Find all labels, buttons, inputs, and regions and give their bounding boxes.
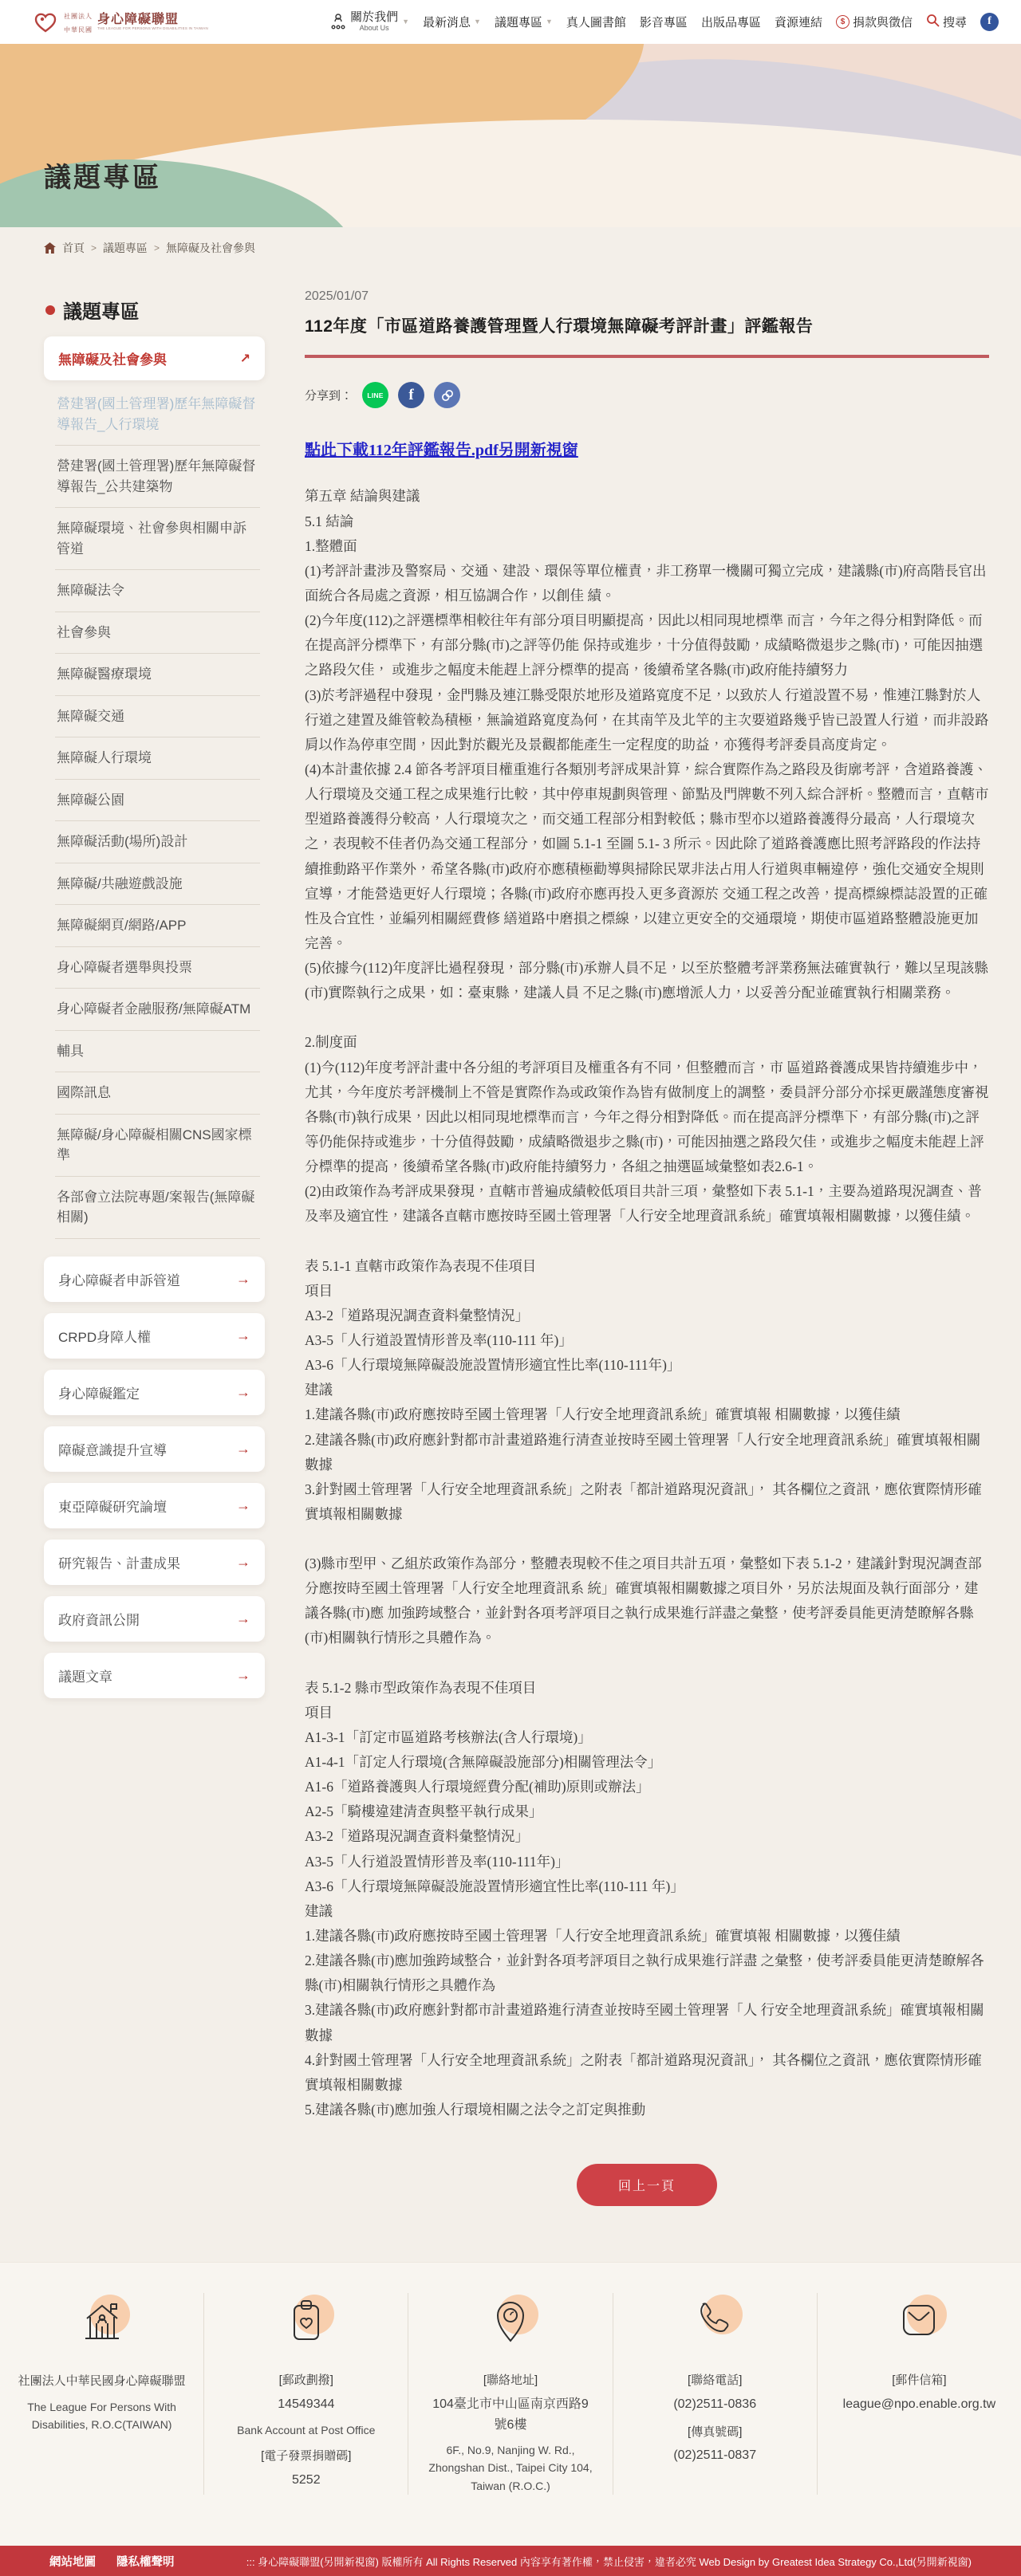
chevron-down-icon: ▼ (474, 18, 481, 26)
search-icon (926, 14, 940, 30)
sidebar-link[interactable]: 輔具 (55, 1031, 260, 1073)
home-icon (44, 242, 56, 254)
phone-icon (688, 2296, 741, 2358)
nav-item-topics[interactable]: 議題專區 ▼ (494, 15, 553, 29)
sidebar-title: 議題專區 (44, 289, 265, 336)
article-paragraph: 建議 (305, 1382, 333, 1398)
sidebar-link[interactable]: 無障礙醫療環境 (55, 654, 260, 696)
footer-org-column (0, 2293, 203, 2495)
footer-phone-column (613, 2293, 817, 2495)
arrow-right-icon: → (236, 1496, 250, 1513)
arrow-right-icon: → (236, 1270, 250, 1287)
postal-clipboard-icon (280, 2296, 333, 2358)
arrow-right-icon: → (236, 1553, 250, 1570)
article-paragraph: A3-2「道路現況調查資料彙整情況」 (305, 1828, 529, 1845)
nav-item-search[interactable]: 搜尋 (926, 14, 967, 30)
sitemap-link[interactable]: 網站地圖 (49, 2555, 96, 2569)
article-paragraph: (2)今年度(112)之評選標準相較往年有部分項目明顯提高，因此以相同現地標準 而言，今年之得分相對降低。而在提高評分標準下，有部分縣(市)之評等仍能 保持或進步，十分值得鼓勵，成績略微退步之縣(市)，可能因抽選之路段欠佳， 或進步之幅度未能趕上評分標準的提高，後續希望各縣(市)政府能持續努力 (305, 612, 984, 678)
article-paragraph: 表 5.1-1 直轄市政策作為表現不佳項目 (305, 1257, 537, 1274)
breadcrumb-current[interactable]: 無障礙及社會參與 (166, 242, 256, 254)
article-paragraph: 建議 (305, 1902, 333, 1919)
article-paragraph: (2)由政策作為考評成果發現，直轄市普遍成績較低項目共計三項，彙整如下表 5.1-1，主要為道路現況調查、普及率及適宜性，建議各直轄市應按時至國土管理署「人行安全地理資訊系統」確實填報相關數據，以獲佳績。 (305, 1183, 982, 1225)
org-heart-logo-icon (32, 9, 59, 36)
sidebar-link[interactable]: 身心障礙者選舉與投票 (55, 947, 260, 989)
footer-postal-column (203, 2293, 408, 2495)
arrow-right-icon: → (236, 1383, 250, 1400)
footer-einvoice-label: [電子發票捐贈碼] (261, 2448, 352, 2463)
article-paragraph: A1-6「道路養護與人行環境經費分配(補助)原則或辦法」 (305, 1779, 650, 1795)
sidebar-link[interactable]: 社會參與 (55, 612, 260, 655)
article-paragraph: 5.1 結論 (305, 513, 354, 529)
page-banner (0, 44, 1021, 227)
footer-email-label: [郵件信箱] (892, 2373, 947, 2388)
footer-email-column (817, 2293, 1021, 2495)
location-pin-icon (484, 2296, 537, 2358)
org-name-main: 身心障礙聯盟 (97, 12, 179, 26)
article-paragraph: 1.建議各縣(市)政府應按時至國土管理署「人行安全地理資訊系統」確實填報 相關數據，以獲佳績 (305, 1406, 901, 1423)
article-paragraph: (1)今(112)年度考評計畫中各分組的考評項目及權重各有不同，但整體而言，市 區道路養護成果皆持續進步中，尤其，今年度於考評機制上不管是實際作為或政策作為皆有做制度上的調整，委員評分部分亦採更嚴謹態度審視各縣(市)執行成果，因此以相同現地標準而言，今年之得分相對降低。而在提高評分標準下，有部分縣(市)之評等仍能保持或進步，十分值得鼓勵，成績略微退步之縣(市)，可能因抽選之路段欠佳，或進步之幅度未能趕上評分標準的提高，後續希望各縣(市)政府能持續努力，各組之抽選區域彙整如表2.6-1。 (305, 1059, 989, 1175)
article-paragraph: 3.建議各縣(市)政府應針對都市計畫道路進行清查並按時至國土管理署「人 行安全地理資訊系統」確實填報相關數據 (305, 2002, 984, 2043)
article-paragraph: A1-3-1「訂定市區道路考核辦法(含人行環境)」 (305, 1728, 592, 1745)
footer-address-zh: 104臺北市中山區南京西路9號6樓 (432, 2397, 589, 2432)
nav-item-publications[interactable]: 出版品專區 (700, 15, 761, 29)
facebook-icon[interactable]: f (980, 13, 999, 31)
site-logo[interactable] (32, 9, 208, 36)
article-paragraph: (1)考評計畫涉及警察局、交通、建設、環保等單位權責，非工務單一機關可獨立完成，建議縣(市)府高階長官出面統合各局處之資源，相互協調合作，以創佳 績。 (305, 562, 987, 604)
article-paragraph: (3)縣市型甲、乙組於政策作為部分，整體表現較不佳之項目共計五項，彙整如下表 5.1-2，建議針對現況調查部分應按時至國土管理署「人行安全地理資訊系 統」確實填報相關數據之項目外，另於法規面及執行面部分，建議各縣(市)應 加強跨域整合，並針對各項考評項目之執行成果進行詳盡之彙整，使考評委員能更清楚瞭解各縣(市)相關執行情形之具體作為。 (305, 1555, 982, 1646)
article-paragraph: 3.針對國土管理署「人行安全地理資訊系統」之附表「都計道路現況資訊」， 其各欄位之資訊，應依實際情形確實填報相關數據 (305, 1481, 982, 1522)
footer-address-column (408, 2293, 612, 2495)
facebook-share-icon[interactable]: f (398, 382, 424, 408)
footer-org-name-en: The League For Persons With Disabilities, R.O.C(TAIWAN) (27, 2400, 176, 2432)
chevron-down-icon: ▼ (402, 18, 410, 26)
nav-item-news[interactable]: 最新消息 ▼ (423, 15, 481, 29)
arrow-up-right-icon: ↗ (239, 352, 250, 366)
article-paragraph: 2.制度面 (305, 1034, 357, 1051)
site-header (0, 0, 1021, 44)
sidebar-button[interactable]: 身心障礙鑑定 → (44, 1370, 265, 1415)
article-paragraph (305, 1229, 989, 1254)
red-dot-icon (45, 305, 55, 315)
nav-item-about[interactable]: 關於我們 About Us ▼ (330, 11, 409, 32)
page-title: 議題專區 (44, 163, 162, 193)
breadcrumb-separator: > (91, 242, 97, 254)
sidebar-button[interactable]: 研究報告、計畫成果 → (44, 1540, 265, 1585)
article-paragraph: 2.建議各縣(市)政府應針對都市計畫道路進行清查並按時至國土管理署「人行安全地理資訊系統」確實填報相關數據 (305, 1431, 981, 1473)
red-divider (305, 355, 989, 358)
donate-dollar-icon: $ (836, 15, 850, 29)
arrow-right-icon: → (236, 1440, 250, 1457)
house-icon (76, 2296, 128, 2358)
footer-address-label: [聯絡地址] (483, 2373, 538, 2388)
footer-org-name-zh: 社團法人中華民國身心障礙聯盟 (18, 2374, 186, 2389)
sidebar-link[interactable]: 國際訊息 (55, 1072, 260, 1115)
article-paragraph (305, 1651, 989, 1676)
sidebar-link[interactable]: 各部會立法院專題/案報告(無障礙相關) (55, 1177, 260, 1239)
chevron-down-icon: ▼ (545, 18, 553, 26)
nav-item-resources[interactable]: 資源連結 (774, 15, 822, 29)
sidebar-button[interactable]: CRPD身障人權 → (44, 1313, 265, 1359)
privacy-link[interactable]: 隱私權聲明 (116, 2555, 175, 2569)
arrow-right-icon: → (236, 1610, 250, 1626)
article-paragraph: (5)依據今(112)年度評比過程發現，部分縣(市)承辦人員不足，以至於整體考評業務無法確實執行，難以呈現該縣(市)實際執行之成果，如：臺東縣，建議人員 不足之縣(市)應增派人力，以妥善分配並確實執行相關業務。 (305, 960, 988, 1001)
sidebar-link[interactable]: 無障礙公園 (55, 780, 260, 822)
article-paragraph: 1.整體面 (305, 537, 357, 554)
article-date: 2025/01/07 (305, 289, 369, 303)
article-paragraph: 項目 (305, 1704, 333, 1721)
article-paragraph: 2.建議各縣(市)應加強跨域整合，並針對各項考評項目之執行成果進行詳盡 之彙整，使考評委員能更清楚瞭解各縣(市)相關執行情形之具體作為 (305, 1953, 984, 1994)
back-button[interactable]: 回上一頁 (577, 2164, 717, 2206)
sidebar-button[interactable]: 東亞障礙研究論壇 → (44, 1483, 265, 1528)
sidebar-link[interactable]: 無障礙網頁/網路/APP (55, 905, 260, 947)
sidebar-link[interactable]: 無障礙/身心障礙相關CNS國家標準 (55, 1115, 260, 1177)
breadcrumb-home[interactable]: 首頁 (62, 242, 85, 254)
article-paragraph: A3-6「人行環境無障礙設施設置情形適宜性比率(110-111年)」 (305, 1357, 681, 1374)
article-body (305, 484, 989, 2122)
sidebar-active-item[interactable]: 無障礙及社會參與 ↗ (44, 336, 265, 380)
article-paragraph: 第五章 結論與建議 (305, 488, 420, 505)
sidebar-button[interactable]: 身心障礙者申訴管道 → (44, 1257, 265, 1302)
share-row (305, 382, 989, 408)
pdf-download-link[interactable]: 點此下載112年評鑑報告.pdf另開新視窗 (305, 442, 578, 460)
footer-fax-number: (02)2511-0837 (673, 2448, 757, 2463)
footer-postal-number: 14549344 (278, 2397, 335, 2411)
article-main (305, 289, 989, 2262)
sidebar-link[interactable]: 無障礙活動(場所)設計 (55, 821, 260, 863)
copyright-text: ::: 身心障礙聯盟(另開新視窗) 版權所有 All Rights Reserved 內容享有著作權，禁止侵害，違者必究 Web Design by Greatest Idea Strategy Co.,Ltd(另開新視窗) (246, 2555, 972, 2568)
article-paragraph: 表 5.1-2 縣市型政策作為表現不佳項目 (305, 1679, 537, 1696)
article-paragraph: 項目 (305, 1282, 333, 1299)
arrow-right-icon: → (236, 1666, 250, 1683)
article-paragraph: (4)本計畫依據 2.4 節各考評項目權重進行各類別考評成果計算，綜合實際作為之路段及街廓考評，含道路養護、人行環境及交通工程之成果進行比較，其中停車規劃與管理、節點及門牌數不列入綜合評析。整體而言，直轄市型道路養護得分較高，人行環境次之，而交通工程部分相對較低；縣市型亦以道路養護得分最高，人行環境次之，表現較不佳者仍為交通工程部分，如圖 5.1-1 至圖 5.1- 3 所示。因此除了道路養護應比照考評路段的作法持續推動路平作業外，希望各縣(市)政府亦應積極勸導與掃除民眾非法占用人行道與車輛違停，強化交通安全規則宣導，才能營造更好人行環境；各縣(市)政府亦應再投入更多資源於 交通工程之改善，提高標線標誌設置的正確性及合宜性，並編列相關經費修 繕道路中磨損之標線，以建立更安全的交通環境，期使市區道路整體設施更加完善。 (305, 761, 989, 951)
sidebar-link[interactable]: 無障礙環境、社會參與相關申訴管道 (55, 508, 260, 570)
sidebar-button[interactable]: 障礙意識提升宣導 → (44, 1426, 265, 1472)
arrow-right-icon: → (236, 1327, 250, 1343)
people-icon (330, 13, 346, 30)
sidebar-link[interactable]: 無障礙人行環境 (55, 737, 260, 780)
sidebar-link[interactable]: 營建署(國土管理署)歷年無障礙督導報告_公共建築物 (55, 446, 260, 508)
footer-fax-label: [傳真號碼] (688, 2425, 743, 2439)
article-paragraph: A3-5「人行道設置情形普及率(110-111 年)」 (305, 1331, 573, 1348)
article-paragraph: A3-6「人行環境無障礙設施設置情形適宜性比率(110-111 年)」 (305, 1878, 684, 1894)
org-name-small: 社團法人 中華民國 (64, 12, 93, 33)
article-paragraph (305, 1005, 989, 1030)
nav-item-donate[interactable]: $ 捐款與徵信 (836, 14, 913, 30)
sidebar-link[interactable]: 無障礙法令 (55, 570, 260, 612)
nav-item-media[interactable]: 影音專區 (639, 15, 688, 29)
footer-postal-label: [郵政劃撥] (278, 2373, 333, 2388)
line-share-icon[interactable]: LINE (362, 382, 388, 408)
footer-postal-en: Bank Account at Post Office (237, 2423, 376, 2436)
article-paragraph: 5.建議各縣(市)應加強人行環境相關之法令之訂定與推動 (305, 2102, 646, 2118)
mail-icon (893, 2296, 945, 2358)
article-paragraph (305, 1527, 989, 1551)
article-paragraph: A3-5「人行道設置情形普及率(110-111年)」 (305, 1853, 570, 1870)
article-paragraph: A3-2「道路現況調查資料彙整情況」 (305, 1307, 529, 1323)
sidebar-link[interactable]: 無障礙/共融遊戲設施 (55, 863, 260, 906)
breadcrumb (0, 227, 1021, 256)
sidebar-button[interactable]: 政府資訊公開 → (44, 1596, 265, 1642)
footer-address-en: 6F., No.9, Nanjing W. Rd., Zhongshan Dist., Taipei City 104, Taiwan (R.O.C.) (428, 2444, 593, 2492)
breadcrumb-topics[interactable]: 議題專區 (103, 242, 148, 254)
nav-item-library[interactable]: 真人圖書館 (566, 15, 626, 29)
footer-phone-label: [聯絡電話] (688, 2373, 743, 2388)
footer-phone-number: (02)2511-0836 (673, 2397, 757, 2411)
sidebar (44, 289, 265, 1698)
share-label: 分享到： (305, 389, 353, 403)
breadcrumb-separator: > (154, 242, 160, 254)
sidebar-link[interactable]: 營建署(國土管理署)歷年無障礙督導報告_人行環境 (55, 383, 260, 446)
article-title: 112年度「市區道路養護管理暨人行環境無障礙考評計畫」評鑑報告 (305, 317, 814, 336)
footer-einvoice-code: 5252 (292, 2472, 321, 2487)
article-paragraph: A1-4-1「訂定人行環境(含無障礙設施部分)相關管理法令」 (305, 1754, 662, 1771)
sidebar-button[interactable]: 議題文章 → (44, 1653, 265, 1698)
bottom-bar (0, 2546, 1021, 2576)
article-paragraph: (3)於考評過程中發現，金門縣及連江縣受限於地形及道路寬度不足，以致於人 行道設置不易，惟連江縣對於人行道之建置及維管較為積極，無論道路寬度為何，在其南竿及北竿的主次要道路幾乎皆已設置人行道，而非設路肩以作為停車空間，因此對於觀光及景觀都能產生一定程度的助益，亦獲得考評委員高度肯定。 (305, 686, 989, 753)
site-footer (0, 2262, 1021, 2546)
org-name-en: THE LEAGUE FOR PERSONS WITH DISABILITIES IN TAIWAN (97, 26, 208, 30)
copy-link-icon[interactable] (434, 382, 460, 408)
footer-email-value[interactable]: league@npo.enable.org.tw (842, 2397, 996, 2411)
article-paragraph: 4.針對國土管理署「人行安全地理資訊系統」之附表「都計道路現況資訊」， 其各欄位之資訊，應依實際情形確實填報相關數據 (305, 2051, 982, 2093)
article-paragraph: 1.建議各縣(市)政府應按時至國土管理署「人行安全地理資訊系統」確實填報 相關數據，以獲佳績 (305, 1928, 901, 1945)
main-nav (330, 11, 999, 32)
article-paragraph: A2-5「騎樓違建清查與整平執行成果」 (305, 1803, 543, 1820)
sidebar-link[interactable]: 無障礙交通 (55, 696, 260, 738)
sidebar-link[interactable]: 身心障礙者金融服務/無障礙ATM (55, 989, 260, 1031)
